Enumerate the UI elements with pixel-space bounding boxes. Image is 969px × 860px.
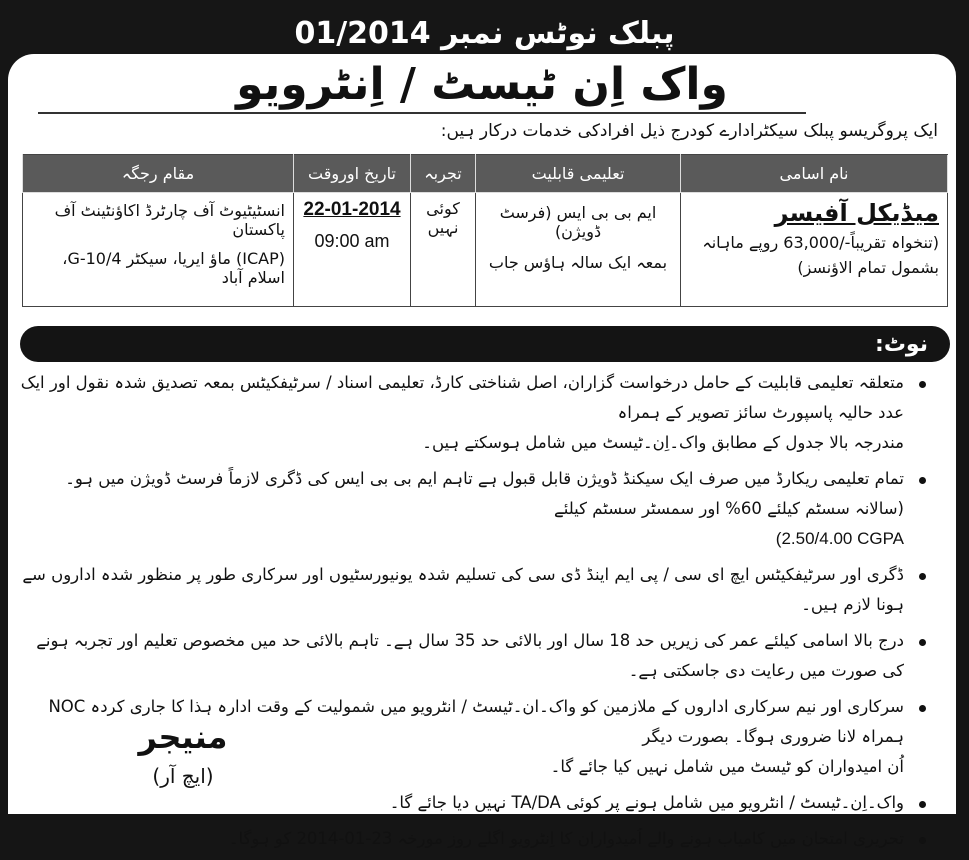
table-row	[23, 193, 948, 307]
signatory-department: (ایچ آر)	[152, 764, 214, 788]
place-line: انسٹیٹیوٹ آف چارٹرڈ اکاؤنٹینٹ آف پاکستان	[54, 201, 285, 239]
header-place: مقام رجگہ	[23, 155, 294, 193]
signature-block	[118, 718, 248, 788]
signatory-title: منیجر	[138, 718, 228, 756]
experience-value: کوئی نہیں	[426, 199, 460, 237]
note-text: واک۔اِن۔ٹیسٹ / انٹرویو میں شامل ہونے پر کوئی TA/DA نہیں دیا جائے گا۔	[389, 793, 904, 812]
list-item	[14, 560, 934, 620]
cell-date-time	[294, 193, 411, 307]
job-title: میڈیکل آفیسر	[774, 199, 939, 227]
notes-heading: نوٹ:	[875, 331, 928, 357]
subtitle-divider	[38, 112, 806, 114]
header-experience: تجربہ	[411, 155, 476, 193]
header-post-name: نام اسامی	[681, 155, 948, 193]
notice-panel	[8, 54, 956, 848]
note-text: تمام تعلیمی ریکارڈ میں صرف ایک سیکنڈ ڈویژن قابل قبول ہے تاہم ایم بی بی ایس کی ڈگری لازماً فرسٹ ڈویژن میں ہو۔ (سالانہ سسٹم کیلئے 60% اور سمسٹر سسٹم کیلئے	[65, 469, 904, 518]
cell-post	[681, 193, 948, 307]
note-continuation: اُن امیدواران کو ٹیسٹ میں شامل نہیں کیا جائے گا۔	[550, 757, 904, 776]
notice-number-title: پبلک نوٹس نمبر 01/2014	[294, 15, 675, 51]
list-item	[14, 464, 934, 554]
test-date: 22-01-2014	[303, 199, 401, 220]
list-item	[14, 626, 934, 686]
header-date-time: تاریخ اوروقت	[294, 155, 411, 193]
note-text: متعلقہ تعلیمی قابلیت کے حامل درخواست گزاران، اصل شناختی کارڈ، تعلیمی اسناد / سرٹیفکیٹس بمعہ تصدیق شدہ نقول اور ایک عدد حالیہ پاسپورٹ سائز تصویر کے ہمراہ	[20, 373, 904, 422]
qualification-line: بمعہ ایک سالہ ہاؤس جاب	[488, 253, 668, 272]
list-item	[14, 368, 934, 458]
walk-in-subtitle: واک اِن ٹیسٹ / اِنٹرویو	[236, 59, 728, 110]
job-allowances: بشمول تمام الاؤنسز)	[797, 258, 939, 277]
jobs-table	[22, 154, 948, 307]
bottom-border	[0, 814, 969, 828]
note-continuation: (2.50/4.00 CGPA	[775, 529, 904, 548]
cell-experience	[411, 193, 476, 307]
note-text: سرکاری اور نیم سرکاری اداروں کے ملازمین کو واک۔ان۔ٹیسٹ / انٹرویو میں شمولیت کے وقت ادارہ ہذا کا جاری کردہ NOC ہمراہ لانا ضروری ہوگا۔ بصورت دیگر	[48, 697, 904, 746]
note-text: ڈگری اور سرٹیفکیٹس ایچ ای سی / پی ایم اینڈ ڈی سی کی تسلیم شدہ یونیورسٹیوں اور سرکاری طور پر منظور شدہ اداروں سے ہونا لازم ہیں۔	[22, 565, 904, 614]
cell-qualification	[476, 193, 681, 307]
table-header-row	[23, 155, 948, 193]
place-line: (ICAP) ماؤ ایریا، سیکٹر G-10/4، اسلام آباد	[62, 249, 285, 287]
qualification-line: ایم بی بی ایس (فرسٹ ڈویژن)	[499, 203, 657, 241]
note-continuation: مندرجہ بالا جدول کے مطابق واک۔اِن۔ٹیسٹ میں شامل ہوسکتے ہیں۔	[422, 433, 904, 452]
intro-text: ایک پروگریسو پبلک سیکٹرادارے کودرج ذیل افرادکی خدمات درکار ہیں:	[440, 121, 938, 141]
test-time: 09:00 am	[314, 231, 390, 251]
note-text: تحریری امتحان میں کامیاب ہونے والے اُمیدواران کا اِنٹرویو اگلے روز مورخہ 23-01-2014 کو ہوگا۔	[228, 829, 904, 848]
notes-heading-bar	[20, 326, 950, 362]
job-salary: (تنخواہ تقریباً-/63,000 روپے ماہانہ	[702, 233, 939, 252]
note-text: درج بالا اسامی کیلئے عمر کی زیریں حد 18 سال اور بالائی حد 35 سال ہے۔ تاہم بالائی حد میں مخصوص تعلیم اور تجربہ ہونے کی صورت میں رعایت دی جاسکتی ہے۔	[36, 631, 904, 680]
notice-header-bar	[0, 0, 969, 60]
cell-place	[23, 193, 294, 307]
header-qualification: تعلیمی قابلیت	[476, 155, 681, 193]
list-item	[14, 824, 934, 854]
